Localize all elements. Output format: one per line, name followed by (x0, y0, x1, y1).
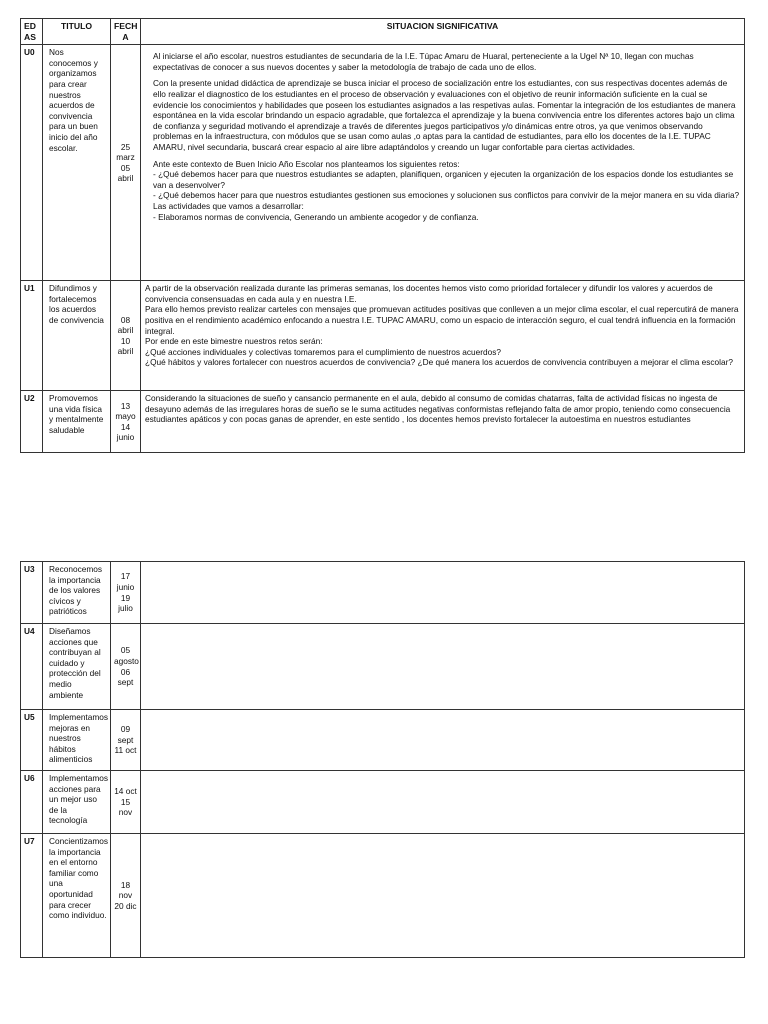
unit-title: Implementamos mejoras en nuestros hábitos alimenticios (43, 710, 111, 771)
unit-code: U4 (21, 624, 43, 710)
table-row (21, 624, 745, 710)
unit-date: 25 marz 05 abril (111, 45, 141, 281)
unit-title: Nos conocemos y organizamos para crear nuestros acuerdos de convivencia para un buen inicio del año escolar. (43, 45, 111, 281)
table-row (21, 281, 745, 391)
unit-code: U7 (21, 834, 43, 958)
unit-code: U5 (21, 710, 43, 771)
unit-date: 05 agosto 06 sept (111, 624, 141, 710)
header-edas: ED AS (21, 19, 43, 45)
situacion-empty (141, 834, 745, 958)
situacion-empty (141, 771, 745, 834)
unit-code: U1 (21, 281, 43, 391)
unit-date: 14 oct 15 nov (111, 771, 141, 834)
situacion-significativa (141, 45, 745, 281)
situacion-significativa (141, 391, 745, 453)
paragraph: ¿Qué acciones individuales y colectivas tomaremos para el cumplimiento de nuestros acuerdos? (145, 346, 502, 357)
paragraph: A partir de la observación realizada durante las primeras semanas, los docentes hemos visto como prioridad fortalecer y difundir los valores y acuerdos de convivencia consensuadas en cada aula y en nuestra I.E. (145, 283, 713, 304)
paragraph: Por ende en este bimestre nuestros retos serán: (145, 336, 323, 347)
unit-code: U0 (21, 45, 43, 281)
unit-date: 18 nov 20 dic (111, 834, 141, 958)
unit-title: Reconocemos la importancia de los valores cívicos y patrióticos (43, 562, 111, 624)
unit-date: 17 junio 19 julio (111, 562, 141, 624)
unit-title: Implementamos acciones para un mejor uso de la tecnología (43, 771, 111, 834)
paragraph: - ¿Qué debemos hacer para que nuestros estudiantes se adapten, planifiquen, organicen y ejecuten la organización de los espacios donde los estudiantes se van a desenvolver? (153, 169, 734, 190)
table-row (21, 771, 745, 834)
paragraph: - ¿Qué debemos hacer para que nuestros estudiantes gestionen sus emociones y solucionen sus conflictos para convivir de la mejor manera en su vida diaria? (153, 190, 740, 201)
unit-date: 09 sept 11 oct (111, 710, 141, 771)
header-row (21, 19, 745, 45)
unit-title: Diseñamos acciones que contribuyan al cuidado y protección del medio ambiente (43, 624, 111, 710)
paragraph: Las actividades que vamos a desarrollar: (153, 200, 304, 211)
header-titulo: TITULO (43, 19, 111, 45)
paragraph: Al iniciarse el año escolar, nuestros estudiantes de secundaria de la I.E. Túpac Amaru de Huaral, perteneciente a la Ugel Nª 10, llegan con muchas expectativas de conocer a sus nuevos docentes y saber la metodología de trabajo de cada uno de ellos. (153, 51, 694, 72)
paragraph: Para ello hemos previsto realizar carteles con mensajes que promuevan actitudes positivas que conlleven a un mejor clima escolar, el cual repercutirá de manera positiva en el rendimiento académico enfocando a nuestra I.E. TUPAC AMARU, como un espacio de interacción seguro, el cual tendrá influencia en la formación integral. (145, 304, 739, 336)
unit-code: U6 (21, 771, 43, 834)
unit-title: Difundimos y fortalecemos los acuerdos de convivencia (43, 281, 111, 391)
table-row (21, 391, 745, 453)
table-row (21, 562, 745, 624)
unit-code: U2 (21, 391, 43, 453)
unit-title: Concientizamos la importancia en el entorno familiar como una oportunidad para crecer como individuo. (43, 834, 111, 958)
paragraph: Con la presente unidad didáctica de aprendizaje se busca iniciar el proceso de socialización entre los estudiantes, con sus respectivas docentes además de ello realizar el diagnostico de los estudiantes en el proceso de observación y evaluaciones con el objetivo de reunir información suficiente en la cual se evidencie los conocimientos y habilidades que poseen los estudiantes asignados a las respetivas aulas. Fomentar la integración de los estudiantes de manera espontánea en la vida escolar brindando un espacio agradable, que fortalezca el aprendizaje y la buena convivencia entre los diferentes actores bajo un clima de confianza y seguridad motivando el aprendizaje a través de diferentes juegos participativos y/o dinámicas entre otros, ya que venimos observando problemas en la infraestructura, con módulos que se usan como aulas ,o aptas para la cantidad de estudiantes, para ello los docentes de la I.E. TUPAC AMARU, nivel secundaria, buscará crear espacio al aire libre adaptándolos y creando un lugar confortable para ciertas actividades. (153, 78, 736, 152)
situacion-empty (141, 710, 745, 771)
paragraph: - Elaboramos normas de convivencia, Generando un ambiente acogedor y de confianza. (153, 211, 479, 222)
unit-title: Promovemos una vida física y mentalmente saludable (43, 391, 111, 453)
units-table-bottom (20, 561, 745, 958)
table-row (21, 710, 745, 771)
unit-date: 08 abril 10 abril (111, 281, 141, 391)
paragraph: Ante este contexto de Buen Inicio Año Escolar nos planteamos los siguientes retos: (153, 158, 460, 169)
paragraph: Considerando la situaciones de sueño y cansancio permanente en el aula, debido al consumo de comidas chatarras, falta de actividad físicas no ingesta de desayuno además de las irregulares horas de sueño se le suma actitudes negativas conformistas reflejando falta de amor propio, teniendo como consecuencia estudiantes apáticos y con pocas ganas de aprender, en este sentido , los docentes hemos previsto fortalecer la autoestima en nuestros estudiantes (145, 393, 731, 425)
header-situacion: SITUACION SIGNIFICATIVA (141, 19, 745, 45)
paragraph: ¿Qué hábitos y valores fortalecer con nuestros acuerdos de convivencia? ¿De qué manera los acuerdos de convivencia contribuyen a mejorar el clima escolar? (145, 357, 734, 368)
header-fecha: FECH A (111, 19, 141, 45)
table-row (21, 45, 745, 281)
table-row (21, 834, 745, 958)
situacion-empty (141, 624, 745, 710)
situacion-significativa (141, 281, 745, 391)
unit-date: 13 mayo 14 junio (111, 391, 141, 453)
units-table-top (20, 18, 745, 453)
situacion-empty (141, 562, 745, 624)
unit-code: U3 (21, 562, 43, 624)
